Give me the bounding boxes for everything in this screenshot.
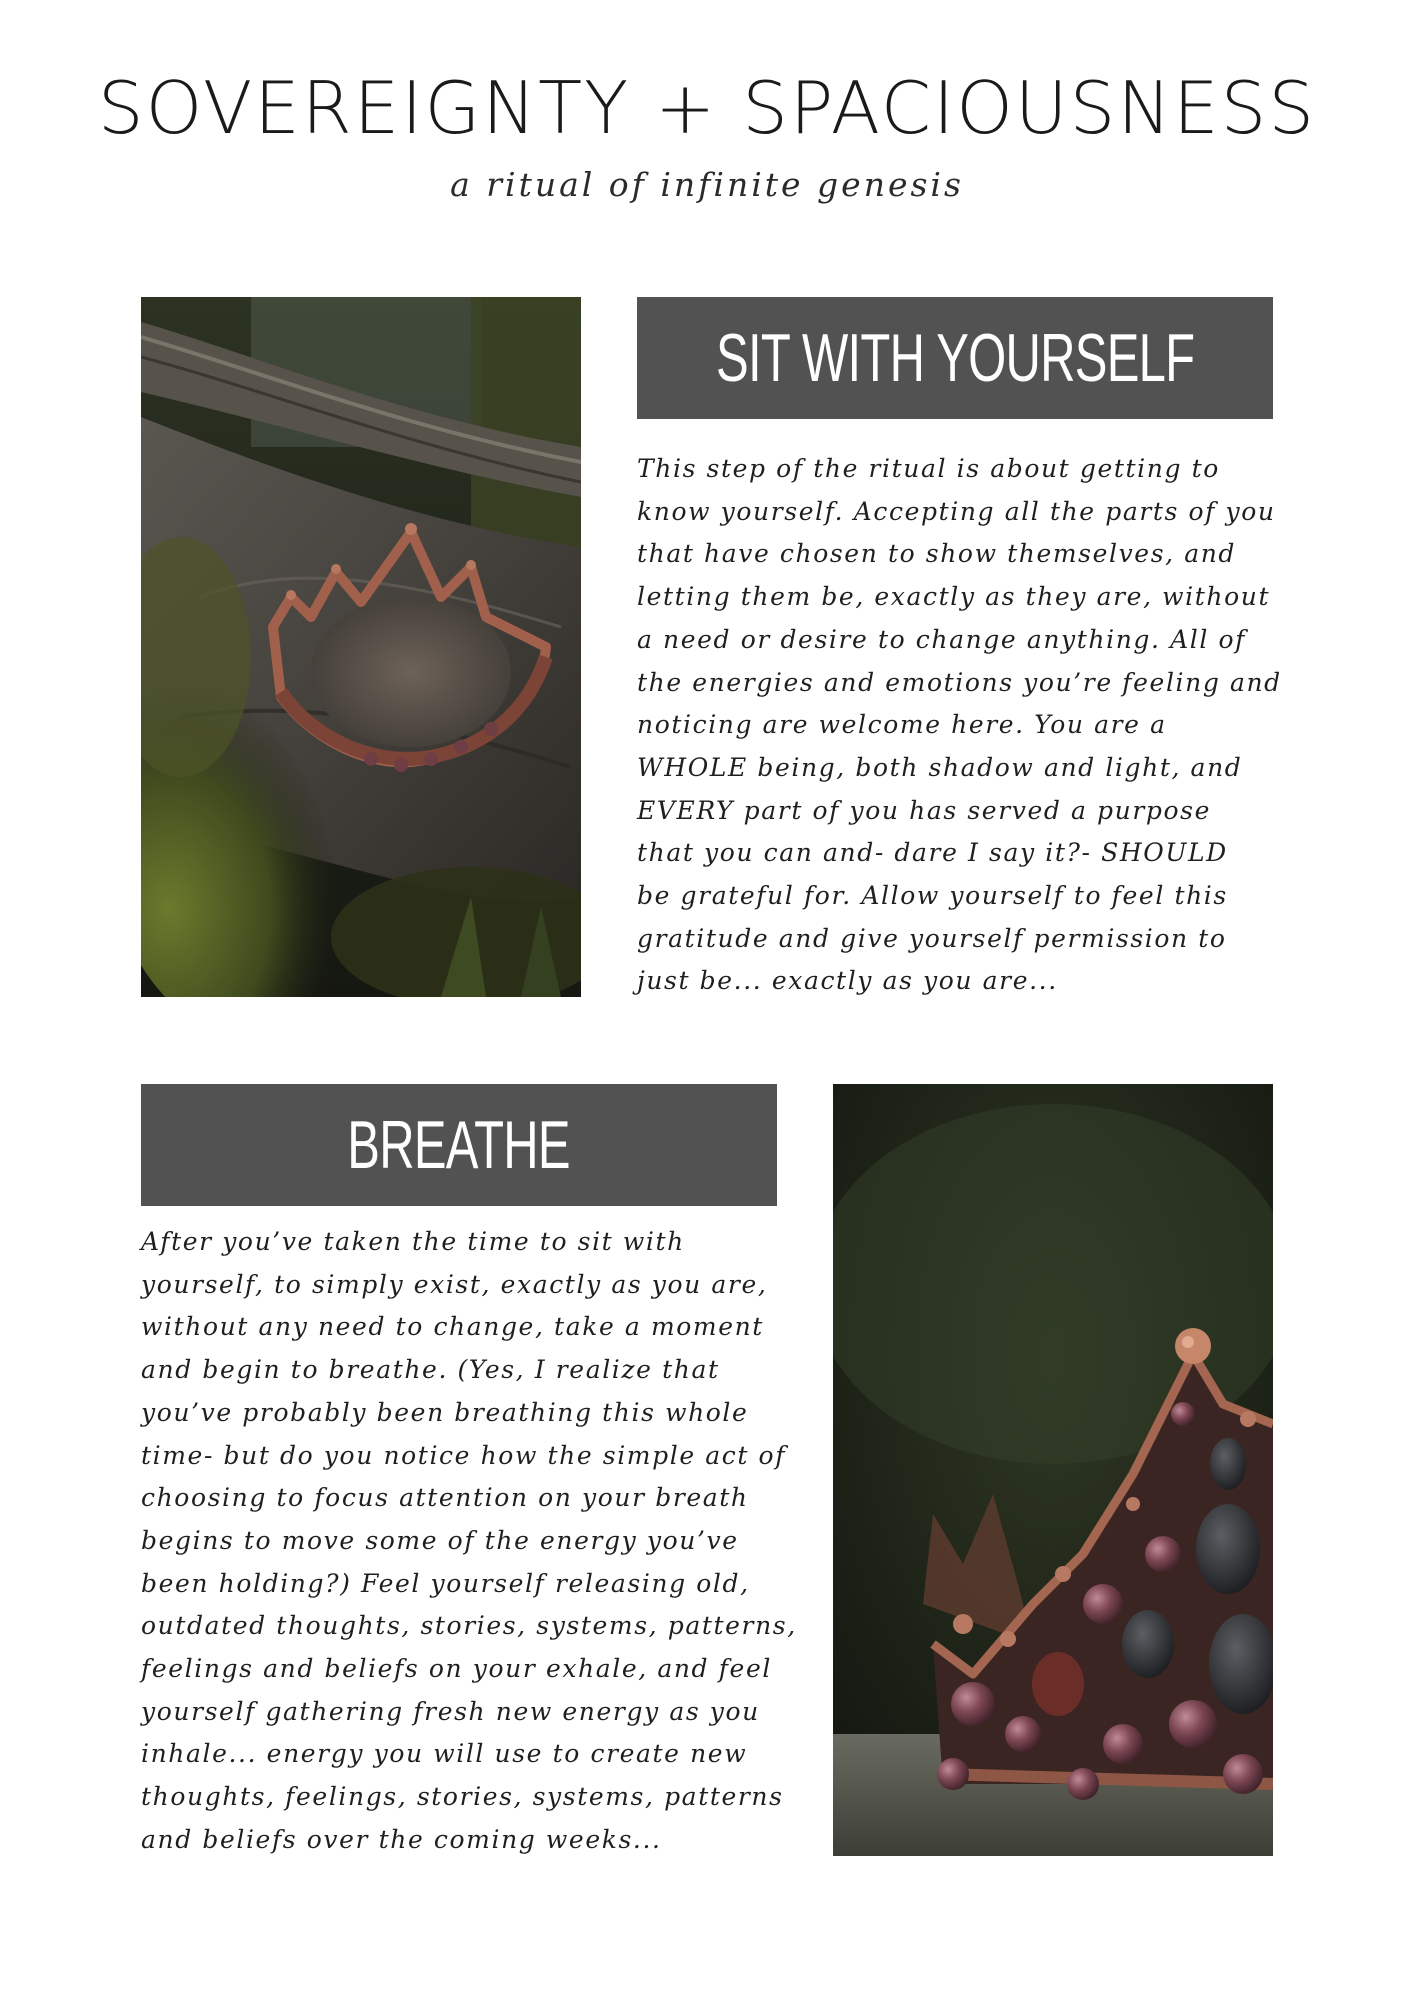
- paragraph-line: yourself gathering fresh new energy as you: [141, 1696, 760, 1726]
- paragraph-line: be grateful for. Allow yourself to feel this: [637, 881, 1228, 911]
- section-heading-sit-with-yourself: [637, 297, 1273, 419]
- section-heading-label: SIT WITH YOURSELF: [715, 320, 1195, 396]
- paragraph-line: WHOLE being, both shadow and light, and: [637, 752, 1243, 782]
- paragraph-line: yourself, to simply exist, exactly as you are,: [141, 1269, 768, 1299]
- paragraph-line: thoughts, feelings, stories, systems, patterns: [141, 1782, 784, 1812]
- paragraph-line: the energies and emotions you’re feeling and: [637, 667, 1282, 697]
- paragraph-line: that you can and- dare I say it?- SHOULD: [637, 838, 1228, 868]
- paragraph-line: begins to move some of the energy you’ve: [141, 1525, 739, 1555]
- paragraph-line: know yourself. Accepting all the parts of you: [637, 496, 1276, 526]
- paragraph-line: been holding?) Feel yourself releasing old,: [141, 1568, 750, 1598]
- page-title: SOVEREIGNTY + SPACIOUSNESS: [97, 66, 1317, 150]
- paragraph-line: inhale... energy you will use to create new: [141, 1739, 748, 1769]
- paragraph-line: just be... exactly as you are...: [637, 966, 1058, 996]
- paragraph-line: time- but do you notice how the simple act of: [141, 1440, 787, 1470]
- paragraph-line: outdated thoughts, stories, systems, patterns,: [141, 1611, 797, 1641]
- section-body-breathe: [141, 1221, 797, 1862]
- paragraph-line: gratitude and give yourself permission to: [637, 923, 1227, 953]
- paragraph-line: feelings and beliefs on your exhale, and feel: [141, 1654, 772, 1684]
- section-body-sit-with-yourself: [637, 448, 1282, 1003]
- paragraph-line: and begin to breathe. (Yes, I realize that: [141, 1355, 720, 1385]
- paragraph-line: that have chosen to show themselves, and: [637, 539, 1237, 569]
- paragraph-line: noticing are welcome here. You are a: [637, 710, 1167, 740]
- paragraph-line: After you’ve taken the time to sit with: [141, 1227, 685, 1256]
- paragraph-line: This step of the ritual is about getting to: [637, 454, 1220, 483]
- crown-closeup-photo: [833, 1084, 1273, 1856]
- paragraph-line: choosing to focus attention on your breath: [141, 1483, 749, 1513]
- section-heading-breathe: [141, 1084, 777, 1206]
- paragraph-line: without any need to change, take a moment: [141, 1312, 764, 1342]
- paragraph-line: you’ve probably been breathing this whole: [141, 1397, 749, 1427]
- section-heading-label: BREATHE: [347, 1107, 571, 1183]
- paragraph-line: a need or desire to change anything. All of: [637, 624, 1247, 654]
- page-subtitle: a ritual of infinite genesis: [450, 165, 964, 204]
- paragraph-line: EVERY part of you has served a purpose: [637, 795, 1211, 825]
- paragraph-line: and beliefs over the coming weeks...: [141, 1824, 662, 1854]
- paragraph-line: letting them be, exactly as they are, without: [637, 582, 1271, 612]
- crown-on-log-photo: [141, 297, 581, 997]
